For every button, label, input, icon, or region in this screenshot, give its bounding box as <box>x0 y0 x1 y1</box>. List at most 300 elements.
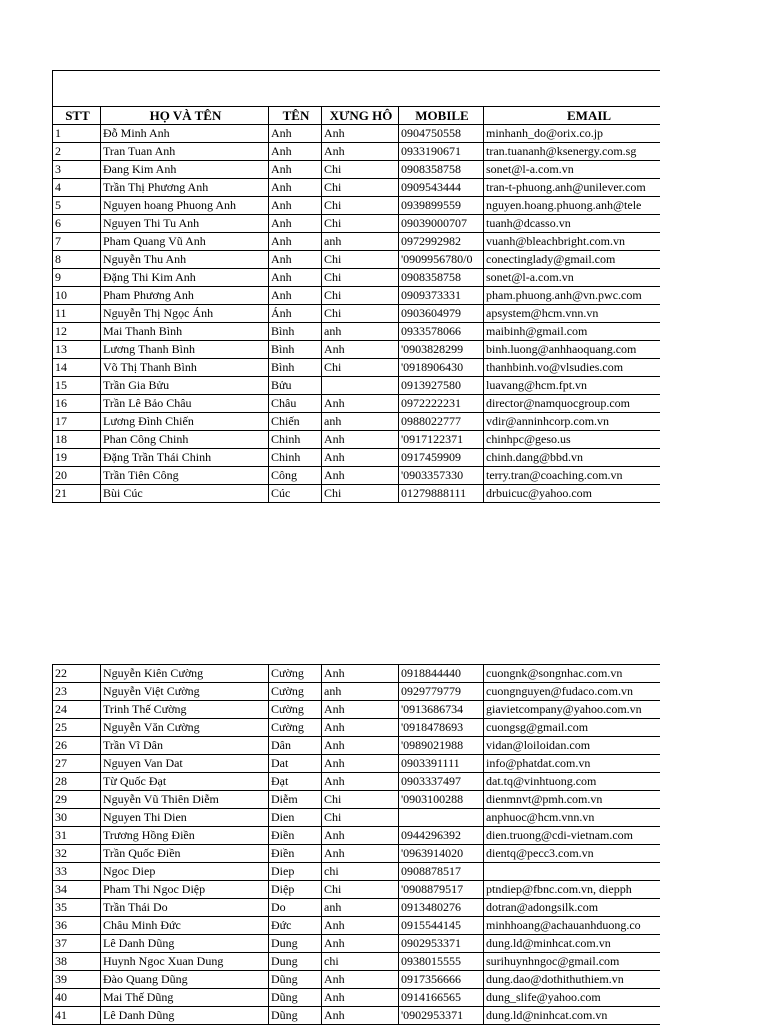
cell-full-name[interactable]: Trần Tiên Công <box>101 467 269 485</box>
cell-mobile[interactable]: 0903337497 <box>399 773 484 791</box>
header-mobile[interactable]: MOBILE <box>399 107 484 125</box>
table-row <box>53 305 661 323</box>
cell-mobile[interactable]: '0902953371 <box>399 1007 484 1025</box>
table-row <box>53 323 661 341</box>
cell-mobile[interactable]: 0929779779 <box>399 683 484 701</box>
cell-email[interactable]: terry.tran@coaching.com.vn <box>484 467 661 485</box>
cell-first-name[interactable]: Điền <box>269 827 322 845</box>
header-email[interactable]: EMAIL <box>484 107 661 125</box>
table-row <box>53 359 661 377</box>
cell-first-name[interactable]: Anh <box>269 287 322 305</box>
cell-mobile[interactable]: 0908878517 <box>399 863 484 881</box>
cell-first-name[interactable]: Chinh <box>269 449 322 467</box>
cell-mobile[interactable]: '0913686734 <box>399 701 484 719</box>
cell-full-name[interactable]: Mai Thanh Bình <box>101 323 269 341</box>
cell-email[interactable]: dienmnvt@pmh.com.vn <box>484 791 661 809</box>
cell-stt[interactable]: 1 <box>53 125 101 143</box>
cell-salutation[interactable]: Chi <box>322 251 399 269</box>
cell-stt[interactable]: 39 <box>53 971 101 989</box>
cell-email[interactable]: surihuynhngoc@gmail.com <box>484 953 661 971</box>
cell-salutation[interactable]: Anh <box>322 827 399 845</box>
table-row <box>53 971 661 989</box>
cell-salutation[interactable]: Chi <box>322 485 399 503</box>
cell-salutation[interactable]: Chi <box>322 305 399 323</box>
cell-salutation[interactable]: Chi <box>322 269 399 287</box>
cell-full-name[interactable]: Trần Quốc Điền <box>101 845 269 863</box>
cell-mobile[interactable]: 0938015555 <box>399 953 484 971</box>
cell-first-name[interactable]: Cường <box>269 701 322 719</box>
cell-first-name[interactable]: Đức <box>269 917 322 935</box>
cell-first-name[interactable]: Chiến <box>269 413 322 431</box>
table-row <box>53 881 661 899</box>
cell-first-name[interactable]: Anh <box>269 251 322 269</box>
cell-mobile[interactable]: '0908879517 <box>399 881 484 899</box>
contact-table <box>52 70 660 503</box>
cell-mobile[interactable]: '0903357330 <box>399 467 484 485</box>
cell-first-name[interactable]: Anh <box>269 269 322 287</box>
cell-mobile[interactable]: 0903391111 <box>399 755 484 773</box>
cell-salutation[interactable]: Anh <box>322 773 399 791</box>
cell-salutation[interactable]: anh <box>322 683 399 701</box>
cell-full-name[interactable]: Nguyễn Thu Anh <box>101 251 269 269</box>
cell-first-name[interactable]: Cường <box>269 719 322 737</box>
cell-first-name[interactable]: Cường <box>269 683 322 701</box>
title-row <box>53 71 661 107</box>
cell-salutation[interactable]: anh <box>322 413 399 431</box>
table-row <box>53 179 661 197</box>
cell-full-name[interactable]: Pham Phương Anh <box>101 287 269 305</box>
table-row <box>53 341 661 359</box>
cell-full-name[interactable]: Châu Minh Đức <box>101 917 269 935</box>
cell-stt[interactable]: 8 <box>53 251 101 269</box>
table-row <box>53 395 661 413</box>
cell-first-name[interactable]: Ánh <box>269 305 322 323</box>
cell-email[interactable]: binh.luong@anhhaoquang.com <box>484 341 661 359</box>
cell-stt[interactable]: 15 <box>53 377 101 395</box>
cell-stt[interactable]: 30 <box>53 809 101 827</box>
cell-full-name[interactable]: Trần Vĩ Dân <box>101 737 269 755</box>
table-row <box>53 791 661 809</box>
cell-email[interactable]: apsystem@hcm.vnn.vn <box>484 305 661 323</box>
cell-mobile[interactable]: '0918906430 <box>399 359 484 377</box>
cell-first-name[interactable]: Dien <box>269 809 322 827</box>
cell-email[interactable]: chinh.dang@bbd.vn <box>484 449 661 467</box>
table-row <box>53 467 661 485</box>
cell-email[interactable]: sonet@l-a.com.vn <box>484 161 661 179</box>
cell-full-name[interactable]: Nguyen hoang Phuong Anh <box>101 197 269 215</box>
table-row <box>53 413 661 431</box>
cell-mobile[interactable]: '0989021988 <box>399 737 484 755</box>
cell-email[interactable]: maibinh@gmail.com <box>484 323 661 341</box>
table-row <box>53 683 661 701</box>
cell-salutation[interactable]: chi <box>322 863 399 881</box>
cell-salutation[interactable]: Anh <box>322 1007 399 1025</box>
table-row <box>53 899 661 917</box>
cell-mobile[interactable]: 0944296392 <box>399 827 484 845</box>
cell-full-name[interactable]: Lê Danh Dũng <box>101 1007 269 1025</box>
cell-mobile[interactable]: '0917122371 <box>399 431 484 449</box>
table-row <box>53 773 661 791</box>
cell-salutation[interactable]: Chi <box>322 179 399 197</box>
cell-email[interactable]: cuongsg@gmail.com <box>484 719 661 737</box>
cell-mobile[interactable]: 09039000707 <box>399 215 484 233</box>
cell-email[interactable]: conectinglady@gmail.com <box>484 251 661 269</box>
cell-stt[interactable]: 23 <box>53 683 101 701</box>
cell-first-name[interactable]: Anh <box>269 179 322 197</box>
cell-stt[interactable]: 14 <box>53 359 101 377</box>
table-row <box>53 989 661 1007</box>
cell-email[interactable]: vuanh@bleachbright.com.vn <box>484 233 661 251</box>
cell-email[interactable]: dientq@pecc3.com.vn <box>484 845 661 863</box>
cell-full-name[interactable]: Huynh Ngoc Xuan Dung <box>101 953 269 971</box>
cell-first-name[interactable]: Dat <box>269 755 322 773</box>
header-stt[interactable]: STT <box>53 107 101 125</box>
cell-mobile[interactable]: 0903604979 <box>399 305 484 323</box>
cell-mobile[interactable]: 0913927580 <box>399 377 484 395</box>
header-first-name[interactable]: TÊN <box>269 107 322 125</box>
cell-email[interactable]: dung.dao@dothithuthiem.vn <box>484 971 661 989</box>
cell-salutation[interactable]: Anh <box>322 467 399 485</box>
cell-mobile[interactable]: 0917459909 <box>399 449 484 467</box>
table-row <box>53 701 661 719</box>
table-row <box>53 269 661 287</box>
cell-full-name[interactable]: Trần Thị Phương Anh <box>101 179 269 197</box>
cell-salutation[interactable]: Anh <box>322 737 399 755</box>
cell-stt[interactable]: 29 <box>53 791 101 809</box>
cell-stt[interactable]: 6 <box>53 215 101 233</box>
header-row <box>53 107 661 125</box>
cell-full-name[interactable]: Đào Quang Dũng <box>101 971 269 989</box>
cell-first-name[interactable]: Chinh <box>269 431 322 449</box>
cell-mobile[interactable]: 0933578066 <box>399 323 484 341</box>
table-row <box>53 287 661 305</box>
cell-mobile[interactable] <box>399 809 484 827</box>
cell-email[interactable]: dung_slife@yahoo.com <box>484 989 661 1007</box>
cell-first-name[interactable]: Dũng <box>269 989 322 1007</box>
cell-first-name[interactable]: Điền <box>269 845 322 863</box>
cell-full-name[interactable]: Nguyen Van Dat <box>101 755 269 773</box>
cell-first-name[interactable]: Cường <box>269 665 322 683</box>
cell-first-name[interactable]: Dung <box>269 935 322 953</box>
cell-mobile[interactable]: 0972992982 <box>399 233 484 251</box>
cell-first-name[interactable]: Châu <box>269 395 322 413</box>
cell-email[interactable]: luavang@hcm.fpt.vn <box>484 377 661 395</box>
table-row <box>53 827 661 845</box>
cell-full-name[interactable]: Đỗ Minh Anh <box>101 125 269 143</box>
cell-mobile[interactable]: '0903828299 <box>399 341 484 359</box>
cell-salutation[interactable]: Chi <box>322 881 399 899</box>
title-cell[interactable] <box>53 71 661 107</box>
cell-full-name[interactable]: Phan Công Chinh <box>101 431 269 449</box>
cell-full-name[interactable]: Nguyễn Việt Cường <box>101 683 269 701</box>
table-row <box>53 863 661 881</box>
table-row <box>53 143 661 161</box>
cell-first-name[interactable]: Dân <box>269 737 322 755</box>
cell-stt[interactable]: 9 <box>53 269 101 287</box>
cell-salutation[interactable]: Anh <box>322 125 399 143</box>
cell-full-name[interactable]: Đặng Trần Thái Chinh <box>101 449 269 467</box>
cell-email[interactable]: cuongnk@songnhac.com.vn <box>484 665 661 683</box>
cell-mobile[interactable]: 0914166565 <box>399 989 484 1007</box>
cell-first-name[interactable]: Cúc <box>269 485 322 503</box>
cell-email[interactable]: minhanh_do@orix.co.jp <box>484 125 661 143</box>
cell-mobile[interactable]: 0918844440 <box>399 665 484 683</box>
cell-mobile[interactable]: 0988022777 <box>399 413 484 431</box>
cell-stt[interactable]: 22 <box>53 665 101 683</box>
cell-stt[interactable]: 4 <box>53 179 101 197</box>
cell-stt[interactable]: 32 <box>53 845 101 863</box>
cell-first-name[interactable]: Do <box>269 899 322 917</box>
cell-stt[interactable]: 18 <box>53 431 101 449</box>
cell-full-name[interactable]: Pham Quang Vũ Anh <box>101 233 269 251</box>
cell-email[interactable]: vdir@anninhcorp.com.vn <box>484 413 661 431</box>
header-full-name[interactable]: HỌ VÀ TÊN <box>101 107 269 125</box>
cell-first-name[interactable]: Anh <box>269 197 322 215</box>
contact-table <box>52 664 660 1025</box>
cell-salutation[interactable]: Anh <box>322 845 399 863</box>
cell-full-name[interactable]: Ngoc Diep <box>101 863 269 881</box>
cell-stt[interactable]: 7 <box>53 233 101 251</box>
cell-email[interactable]: tran.tuananh@ksenergy.com.sg <box>484 143 661 161</box>
cell-salutation[interactable]: Chi <box>322 287 399 305</box>
cell-salutation[interactable]: Chi <box>322 215 399 233</box>
cell-mobile[interactable]: 01279888111 <box>399 485 484 503</box>
cell-full-name[interactable]: Từ Quốc Đạt <box>101 773 269 791</box>
cell-stt[interactable]: 27 <box>53 755 101 773</box>
cell-full-name[interactable]: Pham Thi Ngoc Diệp <box>101 881 269 899</box>
cell-first-name[interactable]: Diệp <box>269 881 322 899</box>
cell-email[interactable]: dung.ld@minhcat.com.vn <box>484 935 661 953</box>
cell-first-name[interactable]: Bình <box>269 359 322 377</box>
cell-full-name[interactable]: Đang Kim Anh <box>101 161 269 179</box>
cell-mobile[interactable]: 0915544145 <box>399 917 484 935</box>
cell-mobile[interactable]: 0908358758 <box>399 161 484 179</box>
table-row <box>53 953 661 971</box>
cell-full-name[interactable]: Võ Thị Thanh Bình <box>101 359 269 377</box>
cell-first-name[interactable]: Anh <box>269 161 322 179</box>
table-body-1 <box>53 125 661 503</box>
cell-first-name[interactable]: Anh <box>269 143 322 161</box>
cell-first-name[interactable]: Diep <box>269 863 322 881</box>
cell-first-name[interactable]: Dung <box>269 953 322 971</box>
cell-stt[interactable]: 12 <box>53 323 101 341</box>
cell-stt[interactable]: 5 <box>53 197 101 215</box>
cell-full-name[interactable]: Nguyễn Văn Cường <box>101 719 269 737</box>
cell-salutation[interactable]: Anh <box>322 719 399 737</box>
cell-salutation[interactable]: Chi <box>322 161 399 179</box>
cell-stt[interactable]: 16 <box>53 395 101 413</box>
cell-full-name[interactable]: Lương Thanh Bình <box>101 341 269 359</box>
table-row <box>53 215 661 233</box>
table-row <box>53 233 661 251</box>
cell-first-name[interactable]: Công <box>269 467 322 485</box>
cell-salutation[interactable]: Anh <box>322 449 399 467</box>
table-row <box>53 755 661 773</box>
table-row <box>53 845 661 863</box>
cell-salutation[interactable]: Chi <box>322 809 399 827</box>
cell-stt[interactable]: 38 <box>53 953 101 971</box>
cell-first-name[interactable]: Anh <box>269 215 322 233</box>
cell-salutation[interactable]: Anh <box>322 665 399 683</box>
cell-stt[interactable]: 13 <box>53 341 101 359</box>
cell-mobile[interactable]: 0913480276 <box>399 899 484 917</box>
header-salutation[interactable]: XƯNG HÔ <box>322 107 399 125</box>
cell-salutation[interactable]: anh <box>322 233 399 251</box>
table-row <box>53 665 661 683</box>
cell-stt[interactable]: 26 <box>53 737 101 755</box>
cell-salutation[interactable]: Chi <box>322 791 399 809</box>
cell-mobile[interactable]: 0909373331 <box>399 287 484 305</box>
table-row <box>53 431 661 449</box>
cell-salutation[interactable]: Anh <box>322 143 399 161</box>
cell-email[interactable]: dotran@adongsilk.com <box>484 899 661 917</box>
cell-email[interactable]: cuongnguyen@fudaco.com.vn <box>484 683 661 701</box>
cell-stt[interactable]: 41 <box>53 1007 101 1025</box>
cell-mobile[interactable]: 0917356666 <box>399 971 484 989</box>
cell-email[interactable]: pham.phuong.anh@vn.pwc.com <box>484 287 661 305</box>
cell-stt[interactable]: 24 <box>53 701 101 719</box>
cell-first-name[interactable]: Diễm <box>269 791 322 809</box>
cell-stt[interactable]: 17 <box>53 413 101 431</box>
cell-salutation[interactable]: Anh <box>322 935 399 953</box>
cell-mobile[interactable]: 0933190671 <box>399 143 484 161</box>
cell-email[interactable]: ptndiep@fbnc.com.vn, diepph <box>484 881 661 899</box>
cell-mobile[interactable]: '0963914020 <box>399 845 484 863</box>
cell-stt[interactable]: 37 <box>53 935 101 953</box>
cell-email[interactable]: tran-t-phuong.anh@unilever.com <box>484 179 661 197</box>
cell-salutation[interactable]: Anh <box>322 917 399 935</box>
cell-email[interactable]: vidan@loiloidan.com <box>484 737 661 755</box>
cell-email[interactable]: dung.ld@ninhcat.com.vn <box>484 1007 661 1025</box>
cell-salutation[interactable]: Anh <box>322 341 399 359</box>
table-row <box>53 251 661 269</box>
cell-mobile[interactable]: 0902953371 <box>399 935 484 953</box>
cell-first-name[interactable]: Anh <box>269 125 322 143</box>
table-row <box>53 737 661 755</box>
cell-mobile[interactable]: 0972222231 <box>399 395 484 413</box>
table-row <box>53 1007 661 1025</box>
cell-stt[interactable]: 21 <box>53 485 101 503</box>
table-row <box>53 197 661 215</box>
contact-table-part-2 <box>52 664 660 1025</box>
cell-mobile[interactable]: '0903100288 <box>399 791 484 809</box>
table-row <box>53 719 661 737</box>
cell-mobile[interactable]: 0939899559 <box>399 197 484 215</box>
cell-email[interactable]: dat.tq@vinhtuong.com <box>484 773 661 791</box>
cell-stt[interactable]: 3 <box>53 161 101 179</box>
cell-email[interactable]: minhhoang@achauanhduong.co <box>484 917 661 935</box>
cell-email[interactable] <box>484 863 661 881</box>
table-row <box>53 161 661 179</box>
cell-salutation[interactable]: Chi <box>322 359 399 377</box>
cell-salutation[interactable]: Anh <box>322 701 399 719</box>
cell-full-name[interactable]: Trần Thái Do <box>101 899 269 917</box>
cell-email[interactable]: chinhpc@geso.us <box>484 431 661 449</box>
cell-mobile[interactable]: 0908358758 <box>399 269 484 287</box>
cell-full-name[interactable]: Nguyen Thi Tu Anh <box>101 215 269 233</box>
cell-stt[interactable]: 25 <box>53 719 101 737</box>
cell-email[interactable]: giavietcompany@yahoo.com.vn <box>484 701 661 719</box>
cell-stt[interactable]: 35 <box>53 899 101 917</box>
cell-full-name[interactable]: Nguyen Thi Dien <box>101 809 269 827</box>
cell-salutation[interactable]: Anh <box>322 755 399 773</box>
cell-first-name[interactable]: Bình <box>269 323 322 341</box>
cell-email[interactable]: tuanh@dcasso.vn <box>484 215 661 233</box>
contact-table-part-1 <box>52 70 660 503</box>
cell-stt[interactable]: 36 <box>53 917 101 935</box>
cell-stt[interactable]: 31 <box>53 827 101 845</box>
cell-salutation[interactable]: Chi <box>322 197 399 215</box>
cell-full-name[interactable]: Trinh Thế Cường <box>101 701 269 719</box>
table-body-2 <box>53 665 661 1025</box>
cell-first-name[interactable]: Bửu <box>269 377 322 395</box>
cell-email[interactable]: director@namquocgroup.com <box>484 395 661 413</box>
cell-mobile[interactable]: 0904750558 <box>399 125 484 143</box>
cell-stt[interactable]: 19 <box>53 449 101 467</box>
cell-stt[interactable]: 10 <box>53 287 101 305</box>
cell-salutation[interactable]: Anh <box>322 395 399 413</box>
cell-stt[interactable]: 40 <box>53 989 101 1007</box>
table-row <box>53 935 661 953</box>
cell-first-name[interactable]: Đạt <box>269 773 322 791</box>
cell-full-name[interactable]: Nguyễn Vũ Thiên Diễm <box>101 791 269 809</box>
cell-full-name[interactable]: Lương Đình Chiến <box>101 413 269 431</box>
cell-email[interactable]: dien.truong@cdi-vietnam.com <box>484 827 661 845</box>
cell-email[interactable]: sonet@l-a.com.vn <box>484 269 661 287</box>
cell-mobile[interactable]: '0918478693 <box>399 719 484 737</box>
cell-mobile[interactable]: '0909956780/0 <box>399 251 484 269</box>
cell-stt[interactable]: 20 <box>53 467 101 485</box>
cell-first-name[interactable]: Anh <box>269 233 322 251</box>
cell-full-name[interactable]: Tran Tuan Anh <box>101 143 269 161</box>
cell-stt[interactable]: 34 <box>53 881 101 899</box>
cell-stt[interactable]: 28 <box>53 773 101 791</box>
cell-email[interactable]: drbuicuc@yahoo.com <box>484 485 661 503</box>
table-row <box>53 125 661 143</box>
cell-salutation[interactable] <box>322 377 399 395</box>
cell-first-name[interactable]: Dũng <box>269 971 322 989</box>
cell-full-name[interactable]: Đặng Thi Kim Anh <box>101 269 269 287</box>
cell-full-name[interactable]: Lê Danh Dũng <box>101 935 269 953</box>
table-row <box>53 377 661 395</box>
cell-full-name[interactable]: Trần Lê Bảo Châu <box>101 395 269 413</box>
cell-email[interactable]: thanhbinh.vo@vlsudies.com <box>484 359 661 377</box>
cell-mobile[interactable]: 0909543444 <box>399 179 484 197</box>
cell-first-name[interactable]: Dũng <box>269 1007 322 1025</box>
cell-salutation[interactable]: anh <box>322 323 399 341</box>
cell-salutation[interactable]: Anh <box>322 431 399 449</box>
cell-salutation[interactable]: Anh <box>322 989 399 1007</box>
cell-stt[interactable]: 2 <box>53 143 101 161</box>
cell-email[interactable]: anphuoc@hcm.vnn.vn <box>484 809 661 827</box>
cell-full-name[interactable]: Trần Gia Bửu <box>101 377 269 395</box>
cell-email[interactable]: nguyen.hoang.phuong.anh@tele <box>484 197 661 215</box>
cell-salutation[interactable]: anh <box>322 899 399 917</box>
table-row <box>53 917 661 935</box>
cell-full-name[interactable]: Trương Hồng Điền <box>101 827 269 845</box>
cell-full-name[interactable]: Mai Thế Dũng <box>101 989 269 1007</box>
cell-email[interactable]: info@phatdat.com.vn <box>484 755 661 773</box>
table-row <box>53 485 661 503</box>
cell-full-name[interactable]: Bùi Cúc <box>101 485 269 503</box>
cell-stt[interactable]: 11 <box>53 305 101 323</box>
cell-stt[interactable]: 33 <box>53 863 101 881</box>
cell-salutation[interactable]: chi <box>322 953 399 971</box>
cell-full-name[interactable]: Nguyễn Kiên Cường <box>101 665 269 683</box>
cell-first-name[interactable]: Bình <box>269 341 322 359</box>
cell-full-name[interactable]: Nguyễn Thị Ngọc Ánh <box>101 305 269 323</box>
cell-salutation[interactable]: Anh <box>322 971 399 989</box>
